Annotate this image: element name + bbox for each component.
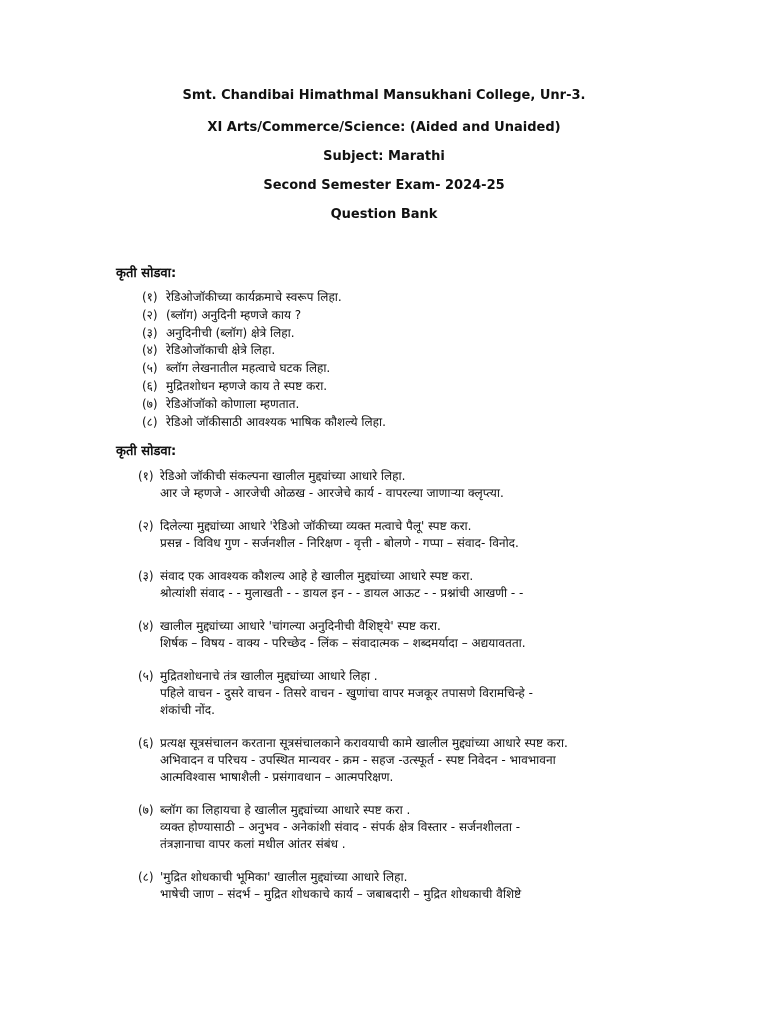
question-points: अभिवादन व परिचय - उपस्थित मान्यवर - क्रम - सहज -उत्स्फूर्त - स्पष्ट निवेदन - भावभावना xyxy=(160,753,556,767)
item-text: मुद्रितशोधन म्हणजे काय ते स्पष्ट करा. xyxy=(166,378,328,393)
question-item xyxy=(138,869,738,903)
list-item xyxy=(142,342,702,360)
question-number: (१) xyxy=(138,469,154,483)
question-text: रेडिओ जॉकीची संकल्पना खालील मुद्द्यांच्या आधारे लिहा. xyxy=(160,469,406,483)
question-text: ब्लॉग का लिहायचा हे खालील मुद्द्यांच्या आधारे स्पष्ट करा . xyxy=(160,803,411,817)
question-item xyxy=(138,518,738,552)
item-text: रेडिओजॉकीच्या कार्यक्रमाचे स्वरूप लिहा. xyxy=(166,290,342,304)
section1-list xyxy=(142,289,702,431)
list-item xyxy=(142,325,702,343)
item-number: (३) xyxy=(142,325,158,340)
question-text: प्रत्यक्ष सूत्रसंचालन करताना सूत्रसंचालकाने करावयाची कामे खालील मुद्द्यांच्या आधारे स्पष्ट करा. xyxy=(160,736,568,750)
item-number: (६) xyxy=(142,378,158,393)
section2-title: कृती सोडवा: xyxy=(116,444,177,459)
question-points: पहिले वाचन - दुसरे वाचन - तिसरे वाचन - खुणांचा वापर मजकूर तपासणे विरामचिन्हे - xyxy=(160,686,533,700)
question-number: (८) xyxy=(138,870,154,884)
item-text: रेडिऑजॉको कोणाला म्हणतात. xyxy=(166,396,300,411)
question-number: (३) xyxy=(138,569,154,583)
question-item xyxy=(138,618,738,652)
item-number: (४) xyxy=(142,343,158,358)
college-name: Smt. Chandibai Himathmal Mansukhani College, Unr-3. xyxy=(182,88,586,103)
item-number: (२) xyxy=(142,307,158,322)
item-text: रेडिओ जॉकीसाठी आवश्यक भाषिक कौशल्ये लिहा. xyxy=(166,414,386,429)
question-points: भाषेची जाण – संदर्भ – मुद्रित शोधकाचे कार्य – जबाबदारी – मुद्रित शोधकाची वैशिष्टे xyxy=(160,887,522,901)
question-points: आत्मविश्वास भाषाशैली - प्रसंगावधान – आत्मपरिक्षण. xyxy=(160,770,394,784)
question-text: 'मुद्रित शोधकाची भूमिका' खालील मुद्द्यांच्या आधारे लिहा. xyxy=(160,870,408,884)
exam-line: Second Semester Exam- 2024-25 xyxy=(263,178,505,193)
question-points: शिर्षक – विषय - वाक्य - परिच्छेद - लिंक – संवादात्मक – शब्दमर्यादा – अद्ययावतता. xyxy=(160,636,526,650)
question-text: खालील मुद्द्यांच्या आधारे 'चांगल्या अनुदिनीची वैशिष्ट्ये' स्पष्ट करा. xyxy=(160,619,441,633)
section1-title: कृती सोडवा: xyxy=(116,266,177,281)
list-item xyxy=(142,396,702,414)
list-item xyxy=(142,378,702,396)
section2-list xyxy=(138,468,738,919)
item-text: रेडिओजॉकाची क्षेत्रे लिहा. xyxy=(166,343,276,358)
question-item xyxy=(138,568,738,602)
question-points: तंत्रज्ञानाचा वापर कलां मधील आंतर संबंध . xyxy=(160,837,346,851)
item-number: (१) xyxy=(142,290,158,304)
item-text: अनुदिनीची (ब्लॉग) क्षेत्रे लिहा. xyxy=(166,325,295,340)
question-text: दिलेल्या मुद्द्यांच्या आधारे 'रेडिओ जॉकीच्या व्यक्त मत्वाचे पैलू' स्पष्ट करा. xyxy=(160,519,472,533)
question-points: व्यक्त होण्यासाठी – अनुभव - अनेकांशी संवाद - संपर्क क्षेत्र विस्तार - सर्जनशीलता - xyxy=(160,820,521,834)
list-item xyxy=(142,414,702,432)
item-number: (८) xyxy=(142,414,158,429)
item-number: (५) xyxy=(142,361,158,376)
question-number: (५) xyxy=(138,669,154,683)
subject-line: Subject: Marathi xyxy=(323,149,445,164)
question-number: (२) xyxy=(138,519,154,533)
question-points: शंकांची नोंद. xyxy=(160,703,215,717)
question-item xyxy=(138,802,738,853)
list-item xyxy=(142,360,702,378)
item-text: ब्लॉग लेखनातील महत्वाचे घटक लिहा. xyxy=(166,361,331,376)
question-item xyxy=(138,735,738,786)
question-number: (४) xyxy=(138,619,154,633)
question-item xyxy=(138,668,738,719)
list-item xyxy=(142,307,702,325)
item-number: (७) xyxy=(142,396,158,411)
class-line: XI Arts/Commerce/Science: (Aided and Unaided) xyxy=(207,120,561,135)
list-item xyxy=(142,289,702,307)
question-number: (७) xyxy=(138,803,154,817)
question-text: संवाद एक आवश्यक कौशल्य आहे हे खालील मुद्द्यांच्या आधारे स्पष्ट करा. xyxy=(160,569,474,583)
item-text: (ब्लॉग) अनुदिनी म्हणजे काय ? xyxy=(166,307,302,322)
question-points: श्रोत्यांशी संवाद - - मुलाखती - - डायल इन - - डायल आऊट - - प्रश्नांची आखणी - - xyxy=(160,586,524,600)
question-text: मुद्रितशोधनाचे तंत्र खालील मुद्द्यांच्या आधारे लिहा . xyxy=(160,669,378,683)
question-number: (६) xyxy=(138,736,154,750)
question-points: प्रसन्न - विविध गुण - सर्जनशील - निरिक्षण - वृत्ती - बोलणे - गप्पा – संवाद- विनोद. xyxy=(160,536,519,550)
question-bank-title: Question Bank xyxy=(330,207,438,222)
question-points: आर जे म्हणजे - आरजेची ओळख - आरजेचे कार्य - वापरल्या जाणाऱ्या क्लृप्त्या. xyxy=(160,486,504,500)
question-item xyxy=(138,468,738,502)
